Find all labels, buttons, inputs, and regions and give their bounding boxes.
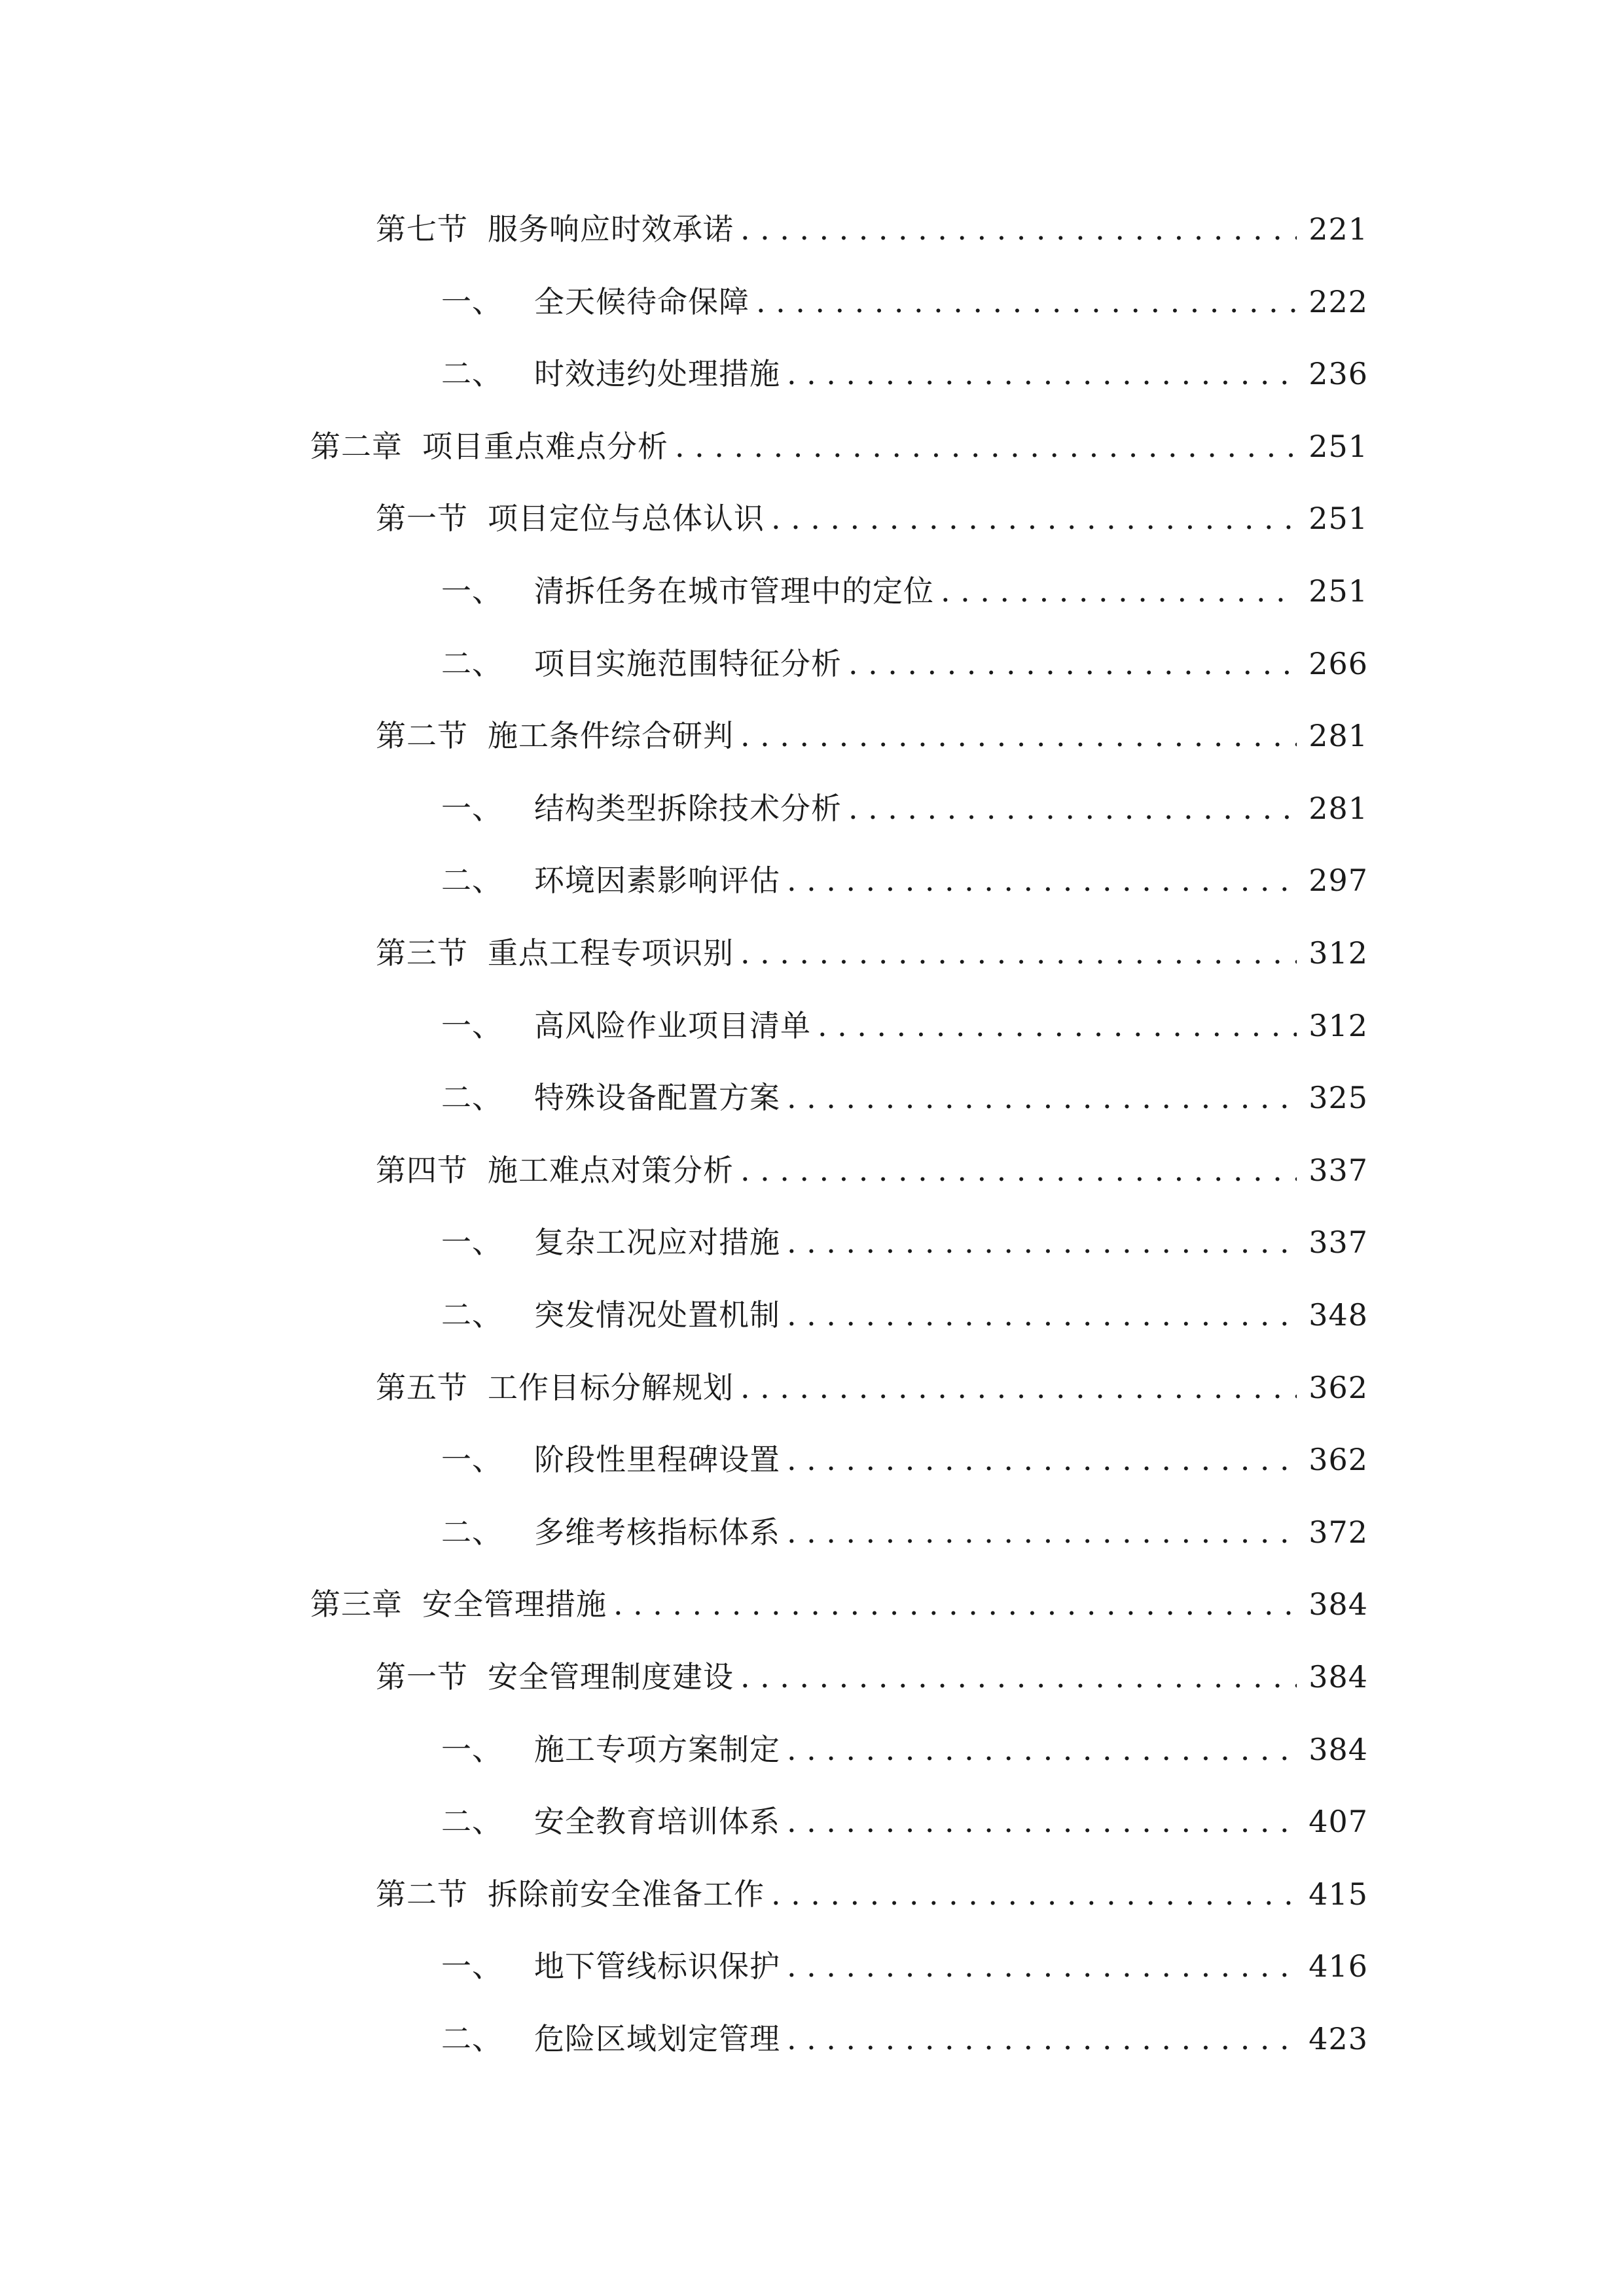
- toc-entry-number: 二、: [441, 356, 503, 391]
- toc-entry-title: 清拆任务在城市管理中的定位: [534, 573, 934, 609]
- toc-entry[interactable]: [441, 1940, 1368, 1992]
- toc-entry-number: 二、: [441, 2021, 503, 2056]
- toc-entry-label: [376, 1361, 734, 1414]
- toc-entry-number: 一、: [441, 791, 503, 826]
- toc-entry-page-number: 221: [1308, 211, 1368, 247]
- dot-leader: [787, 1433, 1297, 1486]
- toc-entry-page-number: 266: [1308, 646, 1368, 681]
- toc-entry-title: 重点工程专项识别: [488, 935, 734, 971]
- toc-entry-page-number: 348: [1308, 1297, 1368, 1333]
- toc-entry[interactable]: [441, 637, 1368, 690]
- dot-leader: [740, 1144, 1297, 1196]
- toc-entry-label: [441, 2013, 780, 2065]
- toc-entry-title: 施工条件综合研判: [488, 718, 734, 753]
- toc-entry[interactable]: [376, 1651, 1368, 1703]
- toc-entry-page-number: 372: [1308, 1515, 1368, 1550]
- dot-leader: [740, 1361, 1297, 1414]
- toc-entry-page-number: 312: [1308, 935, 1368, 971]
- dot-leader: [740, 927, 1297, 979]
- toc-entry-number: 一、: [441, 1225, 503, 1260]
- toc-entry-title: 复杂工况应对措施: [534, 1225, 780, 1260]
- toc-entry[interactable]: [310, 1578, 1368, 1630]
- toc-entry[interactable]: [441, 1216, 1368, 1268]
- toc-entry-label: [441, 1071, 780, 1124]
- toc-entry[interactable]: [441, 854, 1368, 906]
- toc-entry-number: 一、: [441, 1008, 503, 1043]
- toc-entry-number: 第二节: [376, 1876, 468, 1912]
- toc-entry-page-number: 251: [1308, 501, 1368, 536]
- toc-entry-title: 特殊设备配置方案: [534, 1080, 780, 1115]
- toc-entry[interactable]: [441, 1723, 1368, 1776]
- toc-entry-page-number: 415: [1308, 1876, 1368, 1912]
- toc-entry-label: [376, 1868, 765, 1920]
- toc-entry-number: 一、: [441, 573, 503, 609]
- toc-entry-label: [376, 927, 734, 979]
- toc-entry-label: [310, 420, 668, 473]
- dot-leader: [787, 1071, 1297, 1124]
- toc-entry-title: 服务响应时效承诺: [488, 211, 734, 247]
- toc-entry-number: 二、: [441, 1804, 503, 1839]
- toc-entry-number: 第四节: [376, 1153, 468, 1188]
- dot-leader: [787, 854, 1297, 906]
- toc-entry-title: 安全管理制度建设: [488, 1659, 734, 1695]
- toc-entry-title: 危险区域划定管理: [534, 2021, 780, 2056]
- toc-entry-page-number: 337: [1308, 1225, 1368, 1260]
- toc-entry-page-number: 222: [1308, 284, 1368, 319]
- toc-entry-label: [376, 203, 734, 255]
- toc-entry-label: [441, 782, 842, 834]
- toc-entry-label: [376, 709, 734, 762]
- dot-leader: [787, 1723, 1297, 1776]
- toc-entry-page-number: 407: [1308, 1804, 1368, 1839]
- toc-entry-title: 地下管线标识保护: [534, 1948, 780, 1984]
- toc-entry-page-number: 251: [1308, 429, 1368, 464]
- dot-leader: [787, 1216, 1297, 1268]
- dot-leader: [740, 203, 1297, 255]
- toc-entry-number: 第二章: [310, 429, 403, 464]
- dot-leader: [771, 492, 1297, 545]
- toc-entry-number: 二、: [441, 1515, 503, 1550]
- toc-entry[interactable]: [441, 1433, 1368, 1486]
- toc-entry-number: 第三章: [310, 1587, 403, 1622]
- toc-entry-page-number: 281: [1308, 718, 1368, 753]
- toc-entry-label: [376, 492, 765, 545]
- dot-leader: [818, 999, 1297, 1052]
- toc-entry-page-number: 362: [1308, 1370, 1368, 1405]
- toc-entry-title: 安全管理措施: [422, 1587, 607, 1622]
- toc-entry-label: [441, 1216, 780, 1268]
- toc-entry-title: 工作目标分解规划: [488, 1370, 734, 1405]
- toc-entry-label: [441, 1795, 780, 1848]
- toc-entry[interactable]: [441, 565, 1368, 617]
- toc-entry[interactable]: [441, 348, 1368, 400]
- toc-entry-number: 第七节: [376, 211, 468, 247]
- toc-entry-page-number: 236: [1308, 356, 1368, 391]
- toc-entry-title: 施工专项方案制定: [534, 1732, 780, 1767]
- toc-entry-page-number: 384: [1308, 1659, 1368, 1695]
- dot-leader: [787, 2013, 1297, 2065]
- toc-entry[interactable]: [441, 276, 1368, 328]
- toc-entry-title: 高风险作业项目清单: [534, 1008, 811, 1043]
- toc-entry-page-number: 337: [1308, 1153, 1368, 1188]
- dot-leader: [848, 637, 1297, 690]
- toc-entry-page-number: 362: [1308, 1442, 1368, 1477]
- toc-entry[interactable]: [441, 1289, 1368, 1341]
- dot-leader: [740, 1651, 1297, 1703]
- toc-entry[interactable]: [376, 203, 1368, 255]
- toc-entry[interactable]: [441, 1795, 1368, 1848]
- toc-entry-title: 阶段性里程碑设置: [534, 1442, 780, 1477]
- dot-leader: [613, 1578, 1297, 1630]
- toc-entry[interactable]: [376, 1144, 1368, 1196]
- toc-entry-label: [441, 348, 780, 400]
- toc-entry-title: 安全教育培训体系: [534, 1804, 780, 1839]
- dot-leader: [771, 1868, 1297, 1920]
- dot-leader: [787, 348, 1297, 400]
- dot-leader: [787, 1940, 1297, 1992]
- toc-entry-number: 二、: [441, 863, 503, 898]
- toc-entry-label: [376, 1651, 734, 1703]
- toc-entry-label: [441, 1940, 780, 1992]
- toc-entry-title: 突发情况处置机制: [534, 1297, 780, 1333]
- toc-entry-label: [441, 1506, 780, 1558]
- toc-entry-title: 时效违约处理措施: [534, 356, 780, 391]
- dot-leader: [787, 1289, 1297, 1341]
- toc-entry-number: 一、: [441, 284, 503, 319]
- toc-entry-label: [441, 565, 934, 617]
- dot-leader: [941, 565, 1297, 617]
- toc-entry-number: 第五节: [376, 1370, 468, 1405]
- dot-leader: [787, 1506, 1297, 1558]
- toc-entry[interactable]: [376, 1868, 1368, 1920]
- toc-entry[interactable]: [376, 492, 1368, 545]
- toc-entry-number: 二、: [441, 646, 503, 681]
- dot-leader: [787, 1795, 1297, 1848]
- toc-entry-label: [441, 854, 780, 906]
- dot-leader: [756, 276, 1297, 328]
- toc-entry-title: 项目实施范围特征分析: [534, 646, 842, 681]
- toc-entry-page-number: 297: [1308, 863, 1368, 898]
- toc-entry-title: 拆除前安全准备工作: [488, 1876, 765, 1912]
- toc-entry-page-number: 312: [1308, 1008, 1368, 1043]
- toc-entry-number: 二、: [441, 1297, 503, 1333]
- toc-entry-title: 环境因素影响评估: [534, 863, 780, 898]
- toc-entry-number: 一、: [441, 1442, 503, 1477]
- toc-entry[interactable]: [441, 1071, 1368, 1124]
- toc-entry[interactable]: [441, 2013, 1368, 2065]
- toc-entry-page-number: 384: [1308, 1587, 1368, 1622]
- dot-leader: [740, 709, 1297, 762]
- toc-entry[interactable]: [376, 1361, 1368, 1414]
- toc-entry-title: 多维考核指标体系: [534, 1515, 780, 1550]
- toc-entry-number: 一、: [441, 1948, 503, 1984]
- toc-entry[interactable]: [441, 999, 1368, 1052]
- toc-entry-label: [441, 276, 749, 328]
- toc-entry-number: 第一节: [376, 501, 468, 536]
- toc-entry-label: [441, 1433, 780, 1486]
- toc-entry[interactable]: [376, 709, 1368, 762]
- toc-entry-label: [441, 999, 811, 1052]
- toc-entry-title: 全天候待命保障: [534, 284, 749, 319]
- toc-entry-label: [310, 1578, 607, 1630]
- toc-entry[interactable]: [441, 1506, 1368, 1558]
- toc-entry-number: 第二节: [376, 718, 468, 753]
- toc-entry-number: 一、: [441, 1732, 503, 1767]
- toc-entry-number: 第三节: [376, 935, 468, 971]
- toc-entry-label: [376, 1144, 734, 1196]
- toc-entry-number: 第一节: [376, 1659, 468, 1695]
- toc-entry-title: 项目定位与总体认识: [488, 501, 765, 536]
- toc-entry[interactable]: [376, 927, 1368, 979]
- toc-entry-page-number: 325: [1308, 1080, 1368, 1115]
- toc-entry-page-number: 251: [1308, 573, 1368, 609]
- toc-entry[interactable]: [441, 782, 1368, 834]
- toc-entry-label: [441, 1289, 780, 1341]
- toc-entry-number: 二、: [441, 1080, 503, 1115]
- toc-entry-title: 项目重点难点分析: [422, 429, 668, 464]
- toc-entry-label: [441, 637, 842, 690]
- toc-entry-page-number: 416: [1308, 1948, 1368, 1984]
- dot-leader: [848, 782, 1297, 834]
- toc-entry-page-number: 384: [1308, 1732, 1368, 1767]
- dot-leader: [675, 420, 1297, 473]
- toc-entry-page-number: 281: [1308, 791, 1368, 826]
- toc-entry[interactable]: [310, 420, 1368, 473]
- toc-entry-title: 结构类型拆除技术分析: [534, 791, 842, 826]
- toc-entry-page-number: 423: [1308, 2021, 1368, 2056]
- toc-entry-title: 施工难点对策分析: [488, 1153, 734, 1188]
- toc-entry-label: [441, 1723, 780, 1776]
